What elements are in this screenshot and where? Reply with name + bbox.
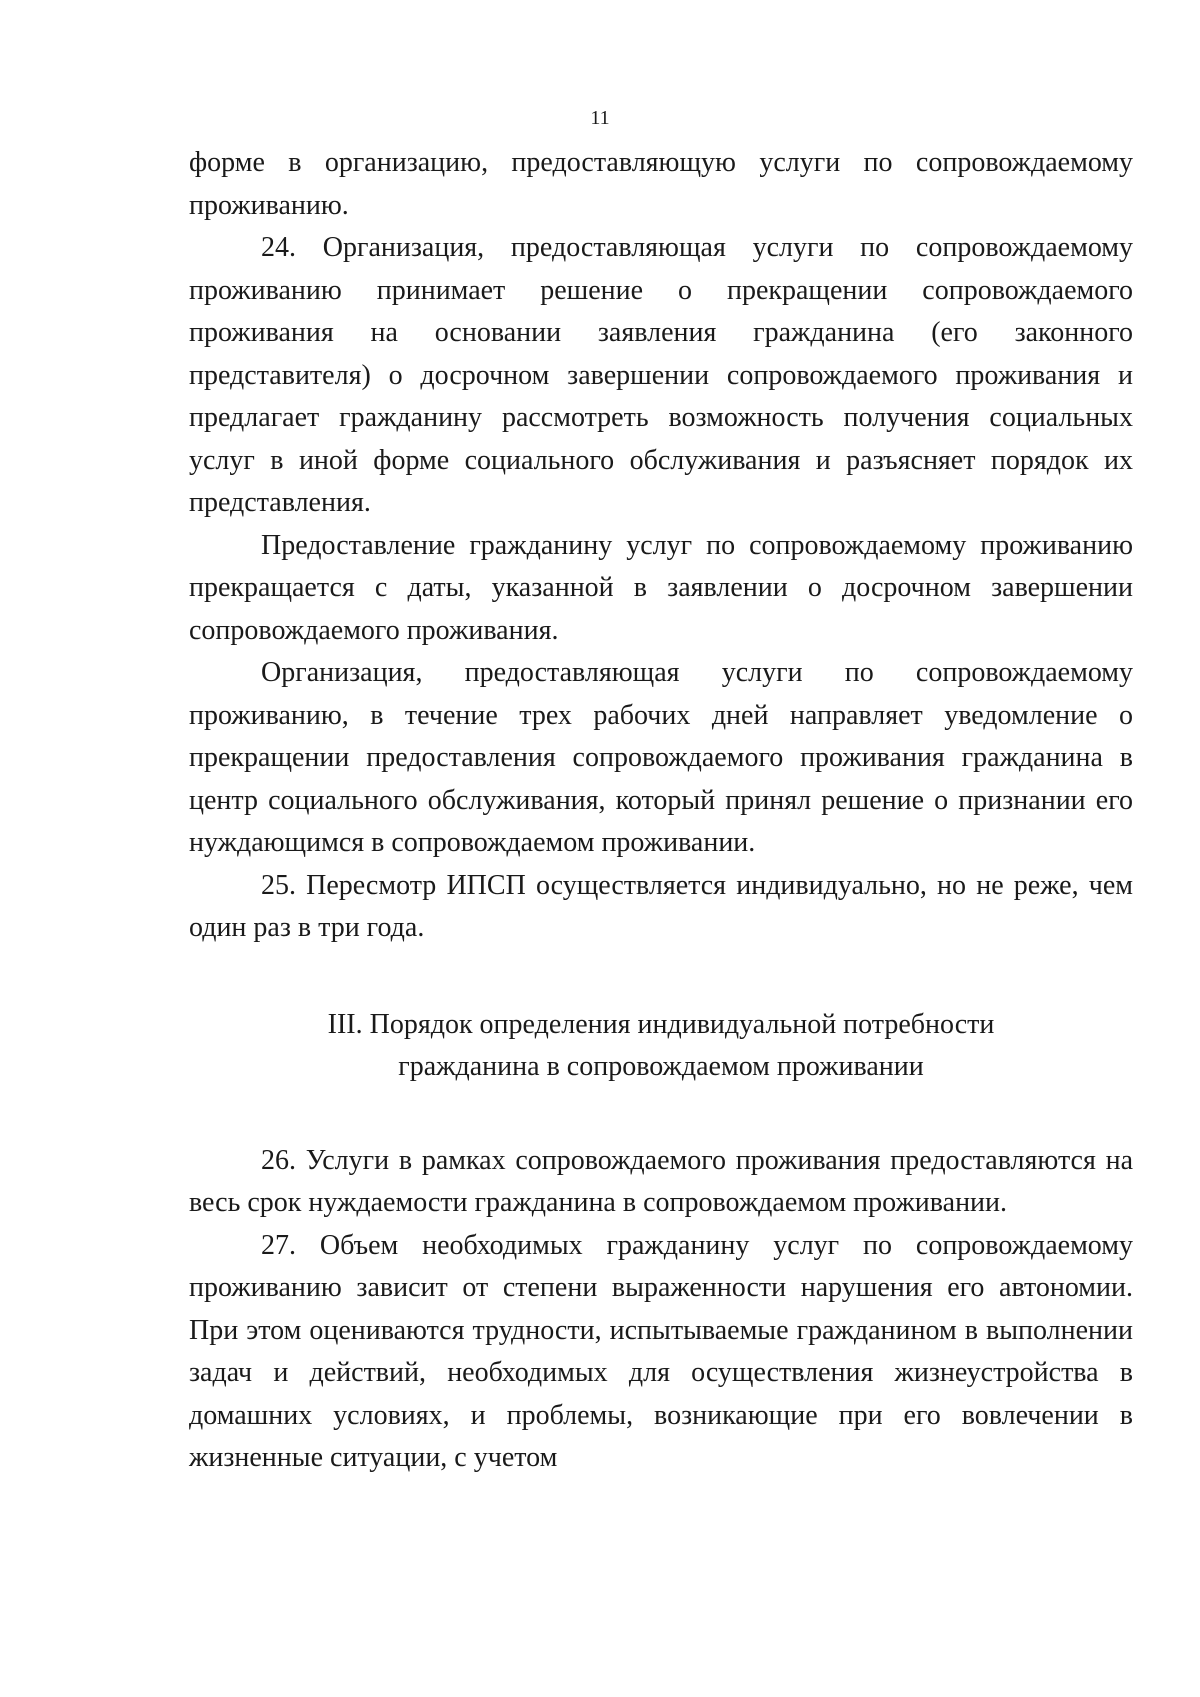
document-body — [189, 142, 1133, 1480]
paragraph-notification: Организация, предоставляющая услуги по сопровождаемому проживанию, в течение трех рабочих дней направляет уведомление о прекращении предоставления сопровождаемого проживания гражданина в центр социального обслуживания, который принял решение о признании его нуждающимся в сопровождаемом проживании. — [189, 657, 1133, 858]
section-heading-line-2: гражданина в сопровождаемом проживании — [398, 1050, 924, 1082]
paragraph-25: 25. Пересмотр ИПСП осуществляется индивидуально, но не реже, чем один раз в три года. — [189, 869, 1133, 943]
paragraph-termination-date: Предоставление гражданину услуг по сопровождаемому проживанию прекращается с даты, указанной в заявлении о досрочном завершении сопровождаемого проживания. — [189, 529, 1133, 646]
paragraph-24: 24. Организация, предоставляющая услуги по сопровождаемому проживанию принимает решение о прекращении сопровождаемого проживания на основании заявления гражданина (его законного представителя) о досрочном завершении сопровождаемого проживания и предлагает гражданину рассмотреть возможность получения социальных услуг в иной форме социального обслуживания и разъясняет порядок их представления. — [189, 232, 1133, 518]
page-number: 11 — [590, 107, 610, 129]
paragraph-27: 27. Объем необходимых гражданину услуг по сопровождаемому проживанию зависит от степени выраженности нарушения его автономии. При этом оцениваются трудности, испытываемые гражданином в выполнении задач и действий, необходимых для осуществления жизнеустройства в домашних условиях, и проблемы, возникающие при его вовлечении в жизненные ситуации, с учетом — [189, 1229, 1133, 1473]
paragraph-26: 26. Услуги в рамках сопровождаемого проживания предоставляются на весь срок нуждаемости гражданина в сопровождаемом проживании. — [189, 1144, 1133, 1218]
section-heading-iii — [189, 1004, 1133, 1088]
paragraph-continuation: форме в организацию, предоставляющую услуги по сопровождаемому проживанию. — [189, 147, 1133, 221]
section-heading-line-1: III. Порядок определения индивидуальной потребности — [327, 1008, 995, 1040]
